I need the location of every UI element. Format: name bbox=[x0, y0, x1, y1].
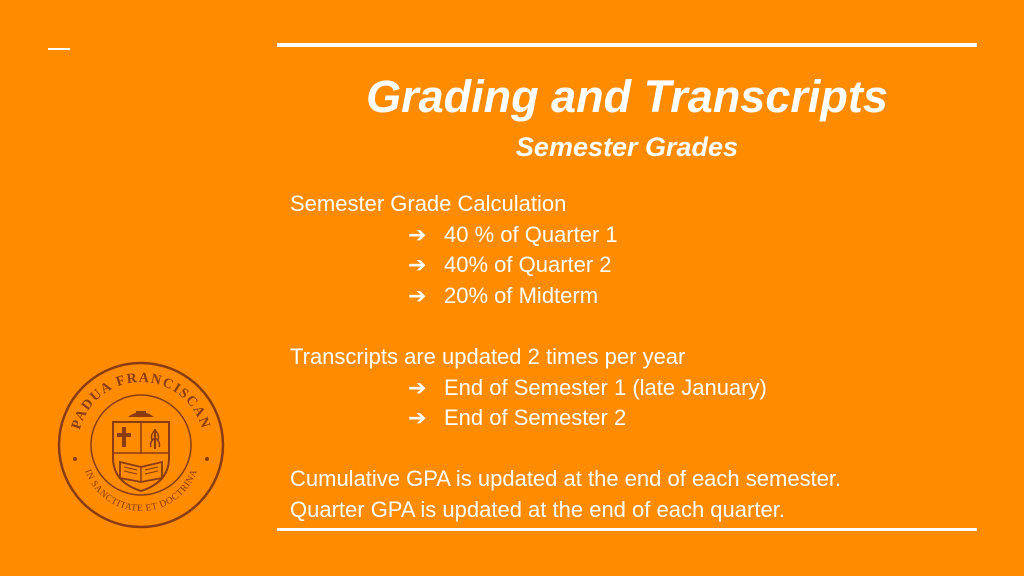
calculation-item bbox=[290, 220, 970, 251]
spacer bbox=[290, 434, 970, 465]
transcripts-item-text: End of Semester 2 bbox=[444, 405, 627, 431]
slide-title: Grading and Transcripts bbox=[366, 71, 888, 122]
arrow-icon: ➔ bbox=[408, 252, 427, 278]
arrow-icon: ➔ bbox=[408, 221, 427, 247]
arrow-icon: ➔ bbox=[408, 374, 427, 400]
top-divider bbox=[277, 43, 977, 47]
transcripts-heading: Transcripts are updated 2 times per year bbox=[290, 343, 686, 369]
bottom-divider bbox=[277, 528, 977, 531]
calculation-item bbox=[290, 250, 970, 281]
transcripts-item bbox=[290, 403, 970, 434]
transcripts-item-text: End of Semester 1 (late January) bbox=[444, 374, 767, 400]
slide-body bbox=[290, 189, 970, 526]
calculation-item-text: 20% of Midterm bbox=[444, 282, 599, 308]
transcripts-item bbox=[290, 373, 970, 404]
arrow-icon: ➔ bbox=[408, 282, 427, 308]
slide-subtitle: Semester Grades bbox=[515, 132, 739, 162]
seal-bottom-text: IN SANCTITATE ET DOCTRINA bbox=[82, 468, 200, 515]
seal-top-text: PADUA FRANCISCAN bbox=[69, 370, 213, 432]
cumulative-gpa-note: Cumulative GPA is updated at the end of each semester. bbox=[290, 466, 842, 492]
spacer bbox=[290, 311, 970, 342]
calculation-item bbox=[290, 281, 970, 312]
arrow-icon: ➔ bbox=[408, 405, 427, 431]
quarter-gpa-note: Quarter GPA is updated at the end of each quarter. bbox=[290, 496, 785, 522]
calculation-heading: Semester Grade Calculation bbox=[290, 191, 567, 216]
corner-dash bbox=[48, 48, 70, 50]
calculation-item-text: 40 % of Quarter 1 bbox=[444, 221, 618, 247]
school-seal-icon bbox=[56, 360, 226, 530]
calculation-item-text: 40% of Quarter 2 bbox=[444, 252, 612, 278]
